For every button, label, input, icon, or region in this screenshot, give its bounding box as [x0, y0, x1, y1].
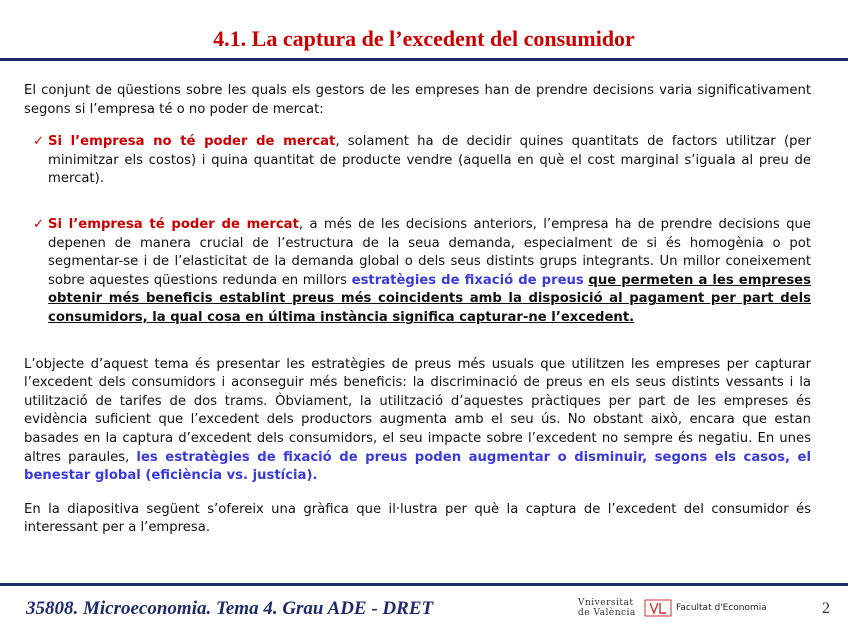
university-logo	[578, 598, 768, 620]
bullet1-label: Si l’empresa no té poder de mercat	[48, 134, 336, 150]
bullet-market-power	[24, 216, 811, 328]
bottom-divider	[0, 583, 848, 586]
page-number: 2	[822, 600, 830, 617]
check-mark-icon: ✓	[33, 216, 45, 232]
check-mark-icon: ✓	[33, 134, 45, 150]
university-logo-icon	[644, 599, 672, 617]
slide-title: 4.1. La captura de l’excedent del consumidor	[213, 26, 635, 51]
top-divider	[0, 58, 848, 61]
bullet2-highlight: estratègies de fixació de preus	[351, 272, 584, 288]
objective-paragraph	[24, 356, 811, 486]
intro-paragraph: El conjunt de qüestions sobre les quals els gestors de les empreses han de prendre decisions varia significativament segons si l’empresa té o no poder de mercat:	[24, 83, 811, 117]
course-footer: 35808. Microeconomia. Tema 4. Grau ADE - DRET	[26, 598, 434, 619]
paragraph3-text: L’objecte d’aquest tema és presentar les estratègies de preus més usuals que utilitzen les empreses per capturar l’excedent dels consumidors i aconseguir més beneficis: la discriminació de preus en els seus distints vessants i la utilització de tarifes de dos trams. Òbviament, la utilització d’aquestes pràctiques per part de les empreses és evidència suficient que l’excedent dels productors augmenta amb el seu ús. No obstant això, encara que estan basades en la captura d’excedent dels consumidors, el seu impacte sobre l’excedent no sempre és negatiu. En unes altres paraules,	[24, 356, 811, 465]
bullet1-text: , solament ha de decidir quines quantitats de factors utilitzar (per minimitzar els costos) i quina quantitat de producte vendre (aquella en què el cost marginal s’iguala al preu de mercat).	[48, 134, 811, 187]
logo-faculty-name: Facultat d'Economia	[676, 603, 767, 613]
bullet2-underlined: que permeten a les empreses obtenir més beneficis establint preus més coincidents amb la disposició al pagament per part dels consumidors, la qual cosa en última instància significa capturar-ne l’excedent.	[48, 272, 811, 325]
bullet-no-market-power	[24, 133, 811, 189]
bullet2-text: , a més de les decisions anteriors, l’empresa ha de prendre decisions que depenen de manera crucial de l’estructura de la seua demanda, especialment de si és homogènia o pot segmentar-se i de l’elasticitat de la demanda global o dels seus distints grups integrants. Un millor coneixement sobre aquestes qüestions redunda en millors	[48, 216, 811, 288]
bullet2-label: Si l’empresa té poder de mercat	[48, 216, 299, 232]
next-slide-paragraph: En la diapositiva següent s’ofereix una gràfica que il·lustra per què la captura de l’excedent del consumidor és interessant per a l’empresa.	[24, 501, 811, 536]
paragraph3-highlight: les estratègies de fixació de preus poden augmentar o disminuir, segons els casos, el benestar global (eficiència vs. justícia).	[24, 449, 811, 484]
logo-university-name: Vniversitat de València	[578, 598, 636, 618]
slide-content	[24, 82, 811, 538]
